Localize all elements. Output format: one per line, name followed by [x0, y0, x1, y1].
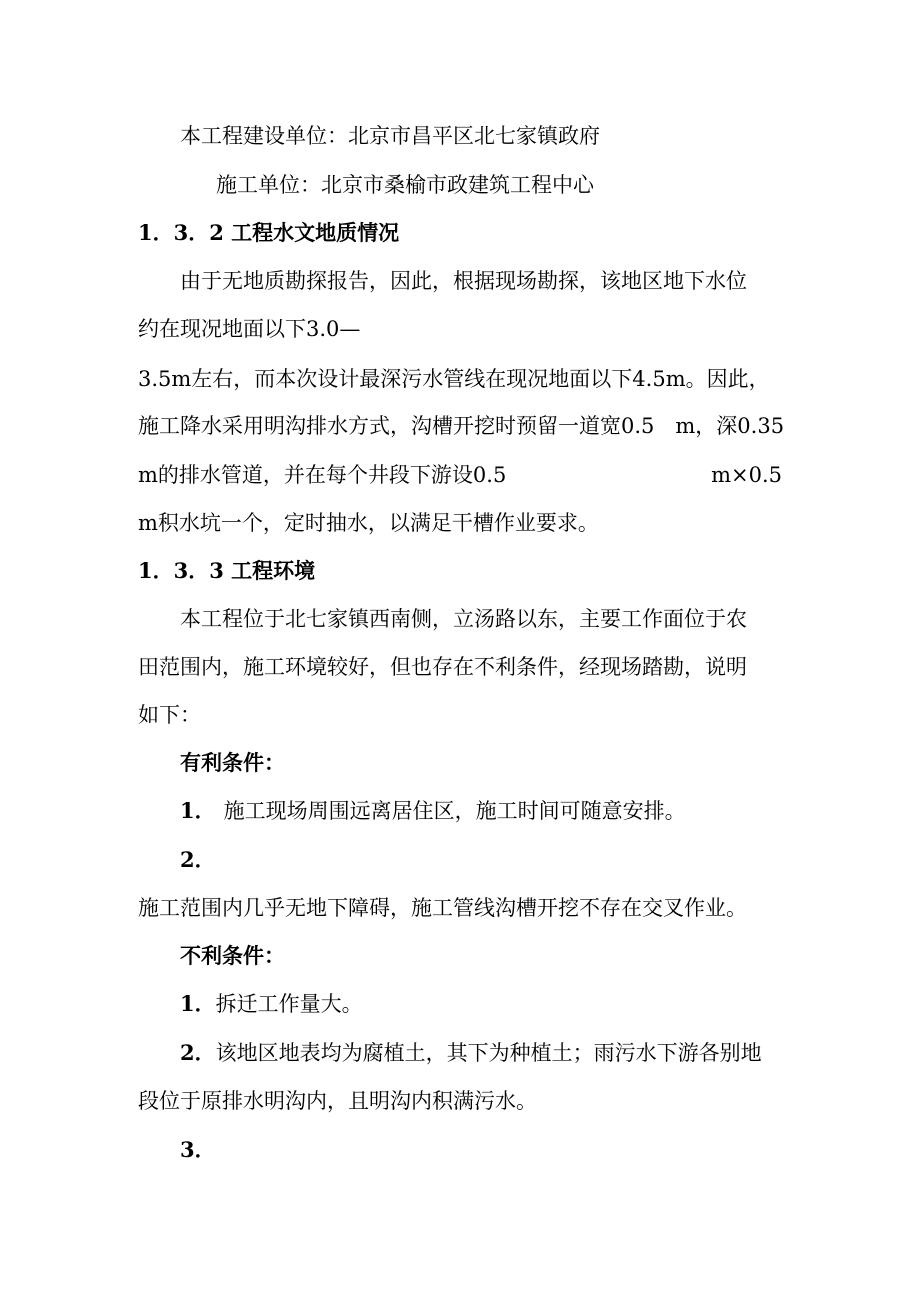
- section-132-paragraph-line: 由于无地质勘探报告，因此，根据现场勘探，该地区地下水位: [180, 269, 747, 293]
- unfavorable-item-2-continued: 段位于原排水明沟内，且明沟内积满污水。: [138, 1089, 537, 1113]
- section-132-paragraph-line: m积水坑一个，定时抽水，以满足干槽作业要求。: [138, 511, 599, 535]
- unfavorable-conditions-heading: 不利条件：: [180, 943, 285, 968]
- unfavorable-item-1: [180, 989, 363, 1019]
- section-133-paragraph-line: 如下：: [138, 703, 201, 727]
- item-text: 该地区地表均为腐植土，其下为种植土；雨污水下游各别地: [215, 1041, 762, 1065]
- favorable-item-1: [180, 796, 686, 826]
- section-132-paragraph-line: [138, 460, 782, 490]
- favorable-item-2-number: 2．: [180, 847, 216, 872]
- favorable-conditions-heading: 有利条件：: [180, 750, 285, 775]
- item-number: 1．: [180, 991, 216, 1016]
- item-number: 2．: [180, 1040, 216, 1065]
- section-133-paragraph-line: 田范围内，施工环境较好，但也存在不利条件，经现场踏勘，说明: [138, 655, 747, 679]
- section-133-paragraph-line: 本工程位于北七家镇西南侧，立汤路以东，主要工作面位于农: [180, 607, 747, 631]
- owner-line: 本工程建设单位：北京市昌平区北七家镇政府: [180, 124, 600, 148]
- item-text: 施工现场周围远离居住区，施工时间可随意安排。: [223, 799, 686, 823]
- item-text: 拆迁工作量大。: [215, 992, 363, 1016]
- paragraph-line-left: m的排水管道，并在每个井段下游设0.5: [138, 463, 507, 487]
- section-132-paragraph-line: 3.5m左右，而本次设计最深污水管线在现况地面以下4.5m。因此，: [138, 367, 770, 391]
- paragraph-line-right: m×0.5: [711, 463, 782, 487]
- item-number: 1．: [180, 798, 216, 823]
- unfavorable-item-2: [180, 1038, 762, 1068]
- section-132-paragraph-line: 施工降水采用明沟排水方式，沟槽开挖时预留一道宽0.5 m，深0.35: [138, 414, 785, 438]
- favorable-item-2-text: 施工范围内几乎无地下障碍，施工管线沟槽开挖不存在交叉作业。: [138, 896, 747, 920]
- builder-line: 施工单位：北京市桑榆市政建筑工程中心: [216, 173, 594, 197]
- unfavorable-item-3-number: 3．: [180, 1137, 216, 1162]
- section-132-paragraph-line: 约在现况地面以下3.0—: [138, 317, 361, 341]
- section-133-heading: 1．3．3 工程环境: [138, 558, 316, 583]
- section-132-heading: 1．3．2 工程水文地质情况: [138, 220, 400, 245]
